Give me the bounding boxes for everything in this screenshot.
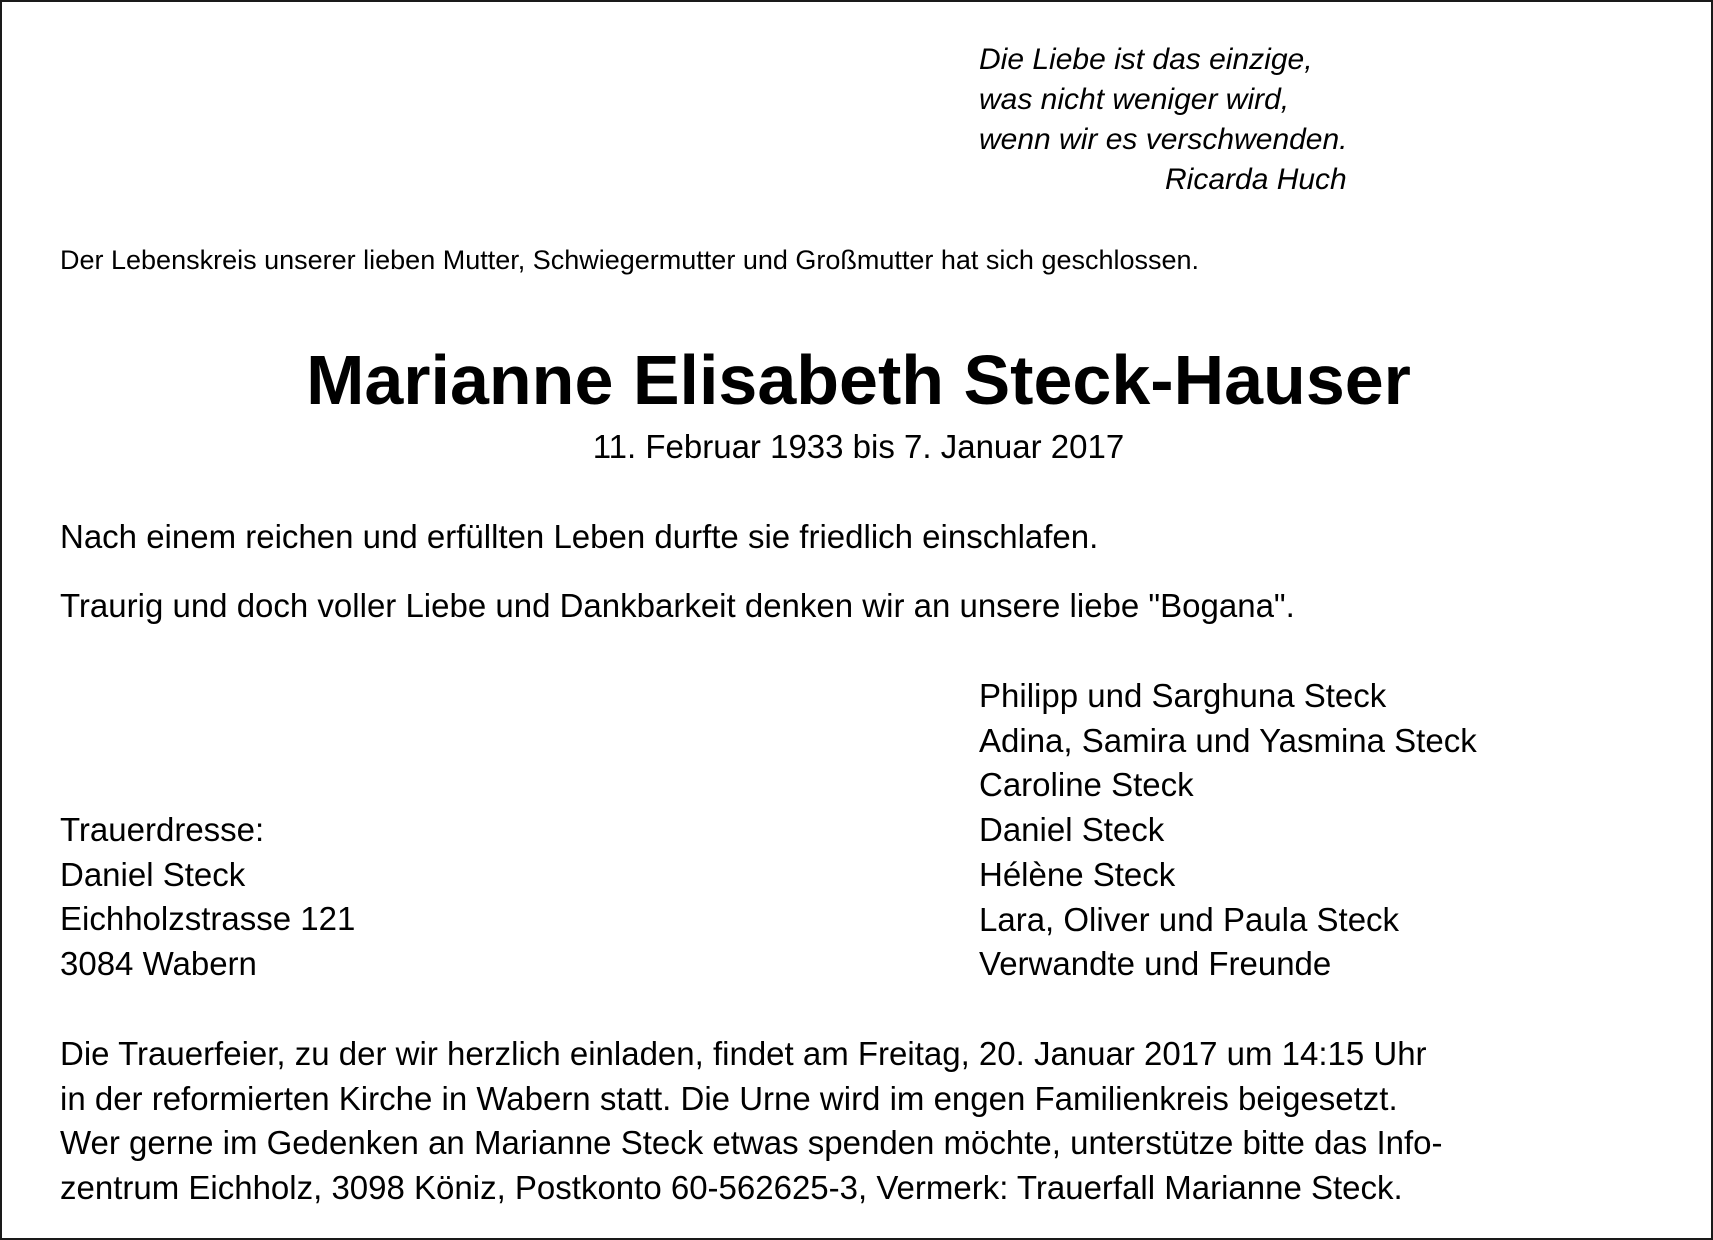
- deceased-dates: 11. Februar 1933 bis 7. Januar 2017: [592, 428, 1125, 465]
- mourner-entry: Adina, Samira und Yasmina Steck: [979, 721, 1477, 759]
- mourner-entry: Daniel Steck: [979, 811, 1165, 849]
- mourner-entry: Caroline Steck: [979, 766, 1194, 804]
- mourning-address: [60, 808, 355, 987]
- closing-line: in der reformierten Kirche in Wabern statt. Die Urne wird im engen Familienkreis beigesetzt.: [60, 1079, 1398, 1117]
- address-name: Daniel Steck: [60, 855, 246, 893]
- paragraph-gratitude: Traurig und doch voller Liebe und Dankbarkeit denken wir an unsere liebe "Bogana".: [60, 587, 1295, 624]
- closing-line: Wer gerne im Gedenken an Marianne Steck etwas spenden möchte, unterstütze bitte das Info-: [60, 1124, 1443, 1161]
- quote-line: Die Liebe ist das einzige,: [979, 43, 1313, 76]
- mourner-entry: Verwandte und Freunde: [979, 945, 1332, 983]
- mourner-entry: Lara, Oliver und Paula Steck: [979, 900, 1400, 938]
- intro-text: Der Lebenskreis unserer lieben Mutter, Schwiegermutter und Großmutter hat sich geschlossen.: [60, 245, 1200, 275]
- mourner-entry: Hélène Steck: [979, 855, 1176, 893]
- mourner-entry: Philipp und Sarghuna Steck: [979, 677, 1387, 714]
- quote-line: was nicht weniger wird,: [979, 83, 1290, 116]
- closing-line: zentrum Eichholz, 3098 Köniz, Postkonto 60-562625-3, Vermerk: Trauerfall Marianne Steck.: [60, 1168, 1403, 1206]
- paragraph-peaceful: Nach einem reichen und erfüllten Leben durfte sie friedlich einschlafen.: [60, 518, 1099, 555]
- closing-paragraph: [60, 1032, 1660, 1210]
- address-city: 3084 Wabern: [60, 945, 257, 983]
- address-street: Eichholzstrasse 121: [60, 900, 356, 938]
- quote-author: Ricarda Huch: [1165, 163, 1347, 196]
- mourners-list: [979, 674, 1477, 987]
- quote-line: wenn wir es verschwenden.: [979, 123, 1348, 156]
- closing-line: Die Trauerfeier, zu der wir herzlich einladen, findet am Freitag, 20. Januar 2017 um 14:15 Uhr: [60, 1035, 1427, 1072]
- quote-block: [979, 40, 1348, 200]
- address-label: Trauerdresse:: [60, 811, 265, 848]
- deceased-name: Marianne Elisabeth Steck-Hauser: [306, 341, 1411, 419]
